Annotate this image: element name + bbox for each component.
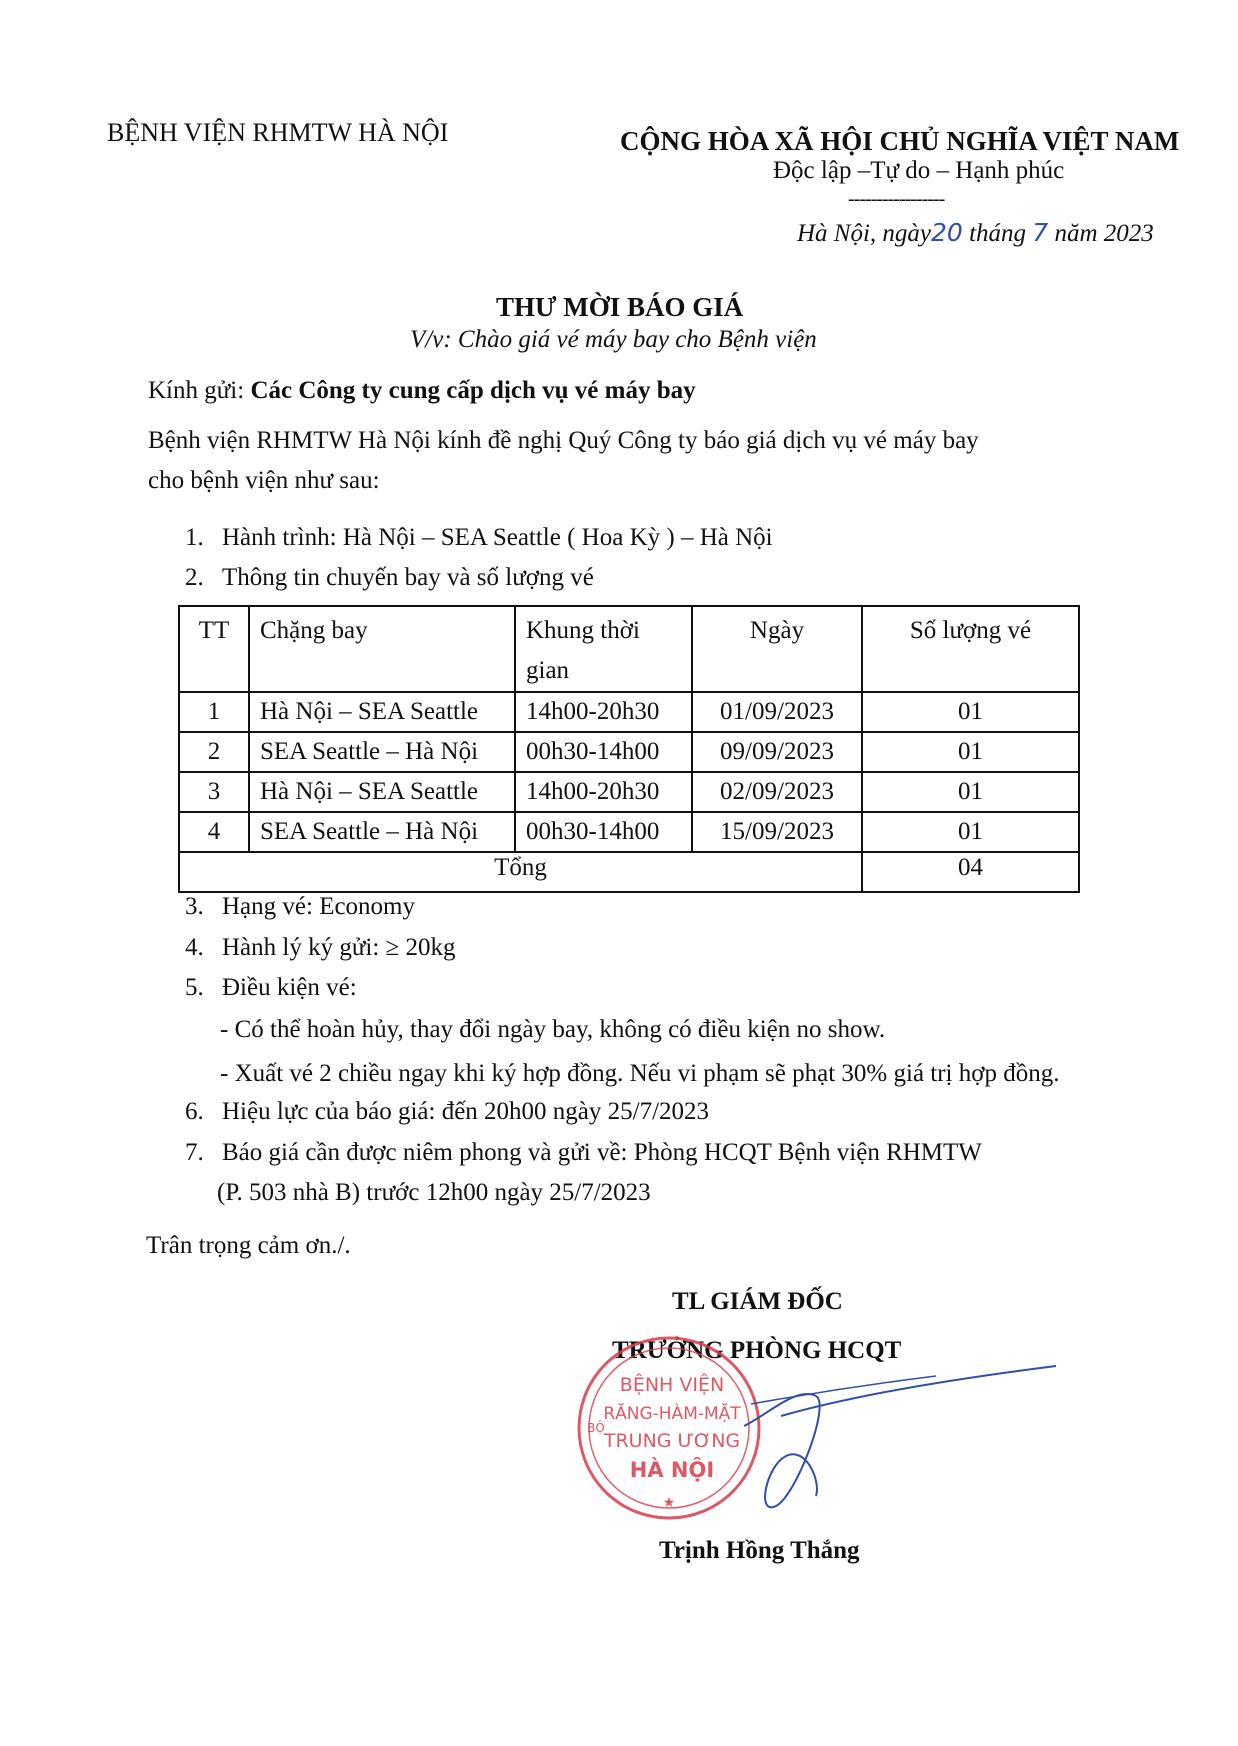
table-total-label: Tổng <box>179 852 862 892</box>
recipient-value: Các Công ty cung cấp dịch vụ vé máy bay <box>250 377 696 404</box>
handwritten-signature <box>736 1346 1066 1526</box>
table-header-cell: Chặng bay <box>249 606 515 692</box>
table-header-cell: TT <box>179 606 249 692</box>
table-cell-qty: 01 <box>862 732 1079 772</box>
date-prefix: Hà Nội, ngày <box>797 220 932 247</box>
table-cell-date: 15/09/2023 <box>692 812 862 852</box>
list-text: Hành trình: Hà Nội – SEA Seattle ( Hoa Kỳ ) – Hà Nội <box>222 524 773 551</box>
table-cell-time: 14h00-20h30 <box>515 772 692 812</box>
table-cell-time: 00h30-14h00 <box>515 732 692 772</box>
seal-line-3: TRUNG ƯƠNG <box>603 1430 741 1452</box>
table-row <box>179 732 1079 772</box>
condition-line: - Có thể hoàn hủy, thay đổi ngày bay, không có điều kiện no show. <box>220 1016 886 1043</box>
table-cell-tt: 1 <box>179 692 249 732</box>
table-header-cell <box>515 606 692 692</box>
header-line: Khung thời <box>526 617 640 644</box>
list-number: 1. <box>185 524 204 551</box>
seal-line-1: BỆNH VIỆN <box>619 1374 725 1396</box>
document-date <box>797 218 1154 248</box>
closing-line: Trân trọng cảm ơn./. <box>146 1232 351 1259</box>
table-header-cell: Số lượng vé <box>862 606 1079 692</box>
date-month-label: tháng <box>969 220 1027 247</box>
table-row <box>179 772 1079 812</box>
table-total-row <box>179 852 1079 892</box>
condition-line: - Xuất vé 2 chiều ngay khi ký hợp đồng. Nếu vi phạm sẽ phạt 30% giá trị hợp đồng. <box>220 1060 1060 1087</box>
national-title: CỘNG HÒA XÃ HỘI CHỦ NGHĨA VIỆT NAM <box>620 126 1180 156</box>
recipient-line <box>148 377 696 405</box>
table-cell-date: 01/09/2023 <box>692 692 862 732</box>
signature-title: TL GIÁM ĐỐC <box>672 1288 843 1315</box>
list-text: Điều kiện vé: <box>222 974 357 1001</box>
table-cell-qty: 01 <box>862 772 1079 812</box>
list-number: 3. <box>185 893 204 920</box>
table-cell-route: Hà Nội – SEA Seattle <box>249 772 515 812</box>
list-number: 6. <box>185 1098 204 1125</box>
table-cell-date: 09/09/2023 <box>692 732 862 772</box>
table-total-value: 04 <box>862 852 1079 892</box>
list-number: 5. <box>185 974 204 1001</box>
list-text: Hiệu lực của báo giá: đến 20h00 ngày 25/7/2023 <box>222 1098 710 1125</box>
table-row <box>179 692 1079 732</box>
table-cell-date: 02/09/2023 <box>692 772 862 812</box>
table-cell-tt: 3 <box>179 772 249 812</box>
table-cell-route: SEA Seattle – Hà Nội <box>249 732 515 772</box>
table-header-cell: Ngày <box>692 606 862 692</box>
organization-name: BỆNH VIỆN RHMTW HÀ NỘI <box>107 118 449 147</box>
signature-name: Trịnh Hồng Thắng <box>659 1537 860 1564</box>
table-cell-qty: 01 <box>862 692 1079 732</box>
table-cell-route: Hà Nội – SEA Seattle <box>249 692 515 732</box>
intro-paragraph-line-1: Bệnh viện RHMTW Hà Nội kính đề nghị Quý Công ty báo giá dịch vụ vé máy bay <box>148 427 979 454</box>
date-year: năm 2023 <box>1054 220 1154 247</box>
header-line: gian <box>526 657 570 684</box>
list-number: 7. <box>185 1139 204 1166</box>
signature-department: TRƯỞNG PHÒNG HCQT <box>612 1337 902 1364</box>
table-row <box>179 812 1079 852</box>
table-cell-tt: 2 <box>179 732 249 772</box>
list-text: Hạng vé: Economy <box>222 893 416 920</box>
table-header-row <box>179 606 1079 692</box>
motto-divider: ----------------- <box>848 188 945 210</box>
date-day-handwritten: 20 <box>931 218 963 247</box>
table-cell-qty: 01 <box>862 812 1079 852</box>
list-text-continued: (P. 503 nhà B) trước 12h00 ngày 25/7/2023 <box>217 1179 651 1206</box>
national-motto: Độc lập –Tự do – Hạnh phúc <box>773 157 1065 184</box>
document-title: THƯ MỜI BÁO GIÁ <box>496 292 744 322</box>
table-cell-time: 14h00-20h30 <box>515 692 692 732</box>
seal-star-icon: ★ <box>662 1495 676 1511</box>
seal-line-4: HÀ NỘI <box>629 1458 715 1482</box>
list-text: Hành lý ký gửi: ≥ 20kg <box>222 934 456 961</box>
recipient-label: Kính gửi: <box>148 377 245 404</box>
flight-table <box>178 605 1080 893</box>
list-text: Thông tin chuyến bay và số lượng vé <box>222 564 594 591</box>
list-number: 4. <box>185 934 204 961</box>
intro-paragraph-line-2: cho bệnh viện như sau: <box>148 467 380 494</box>
list-text: Báo giá cần được niêm phong và gửi về: Phòng HCQT Bệnh viện RHMTW <box>222 1139 982 1166</box>
table-cell-time: 00h30-14h00 <box>515 812 692 852</box>
seal-side: BỘ <box>587 1421 605 1435</box>
document-subject: V/v: Chào giá vé máy bay cho Bệnh viện <box>410 326 817 353</box>
table-cell-tt: 4 <box>179 812 249 852</box>
list-number: 2. <box>185 564 204 591</box>
table-cell-route: SEA Seattle – Hà Nội <box>249 812 515 852</box>
date-month-handwritten: 7 <box>1032 218 1049 247</box>
seal-line-2: RĂNG-HÀM-MẶT <box>603 1404 741 1424</box>
